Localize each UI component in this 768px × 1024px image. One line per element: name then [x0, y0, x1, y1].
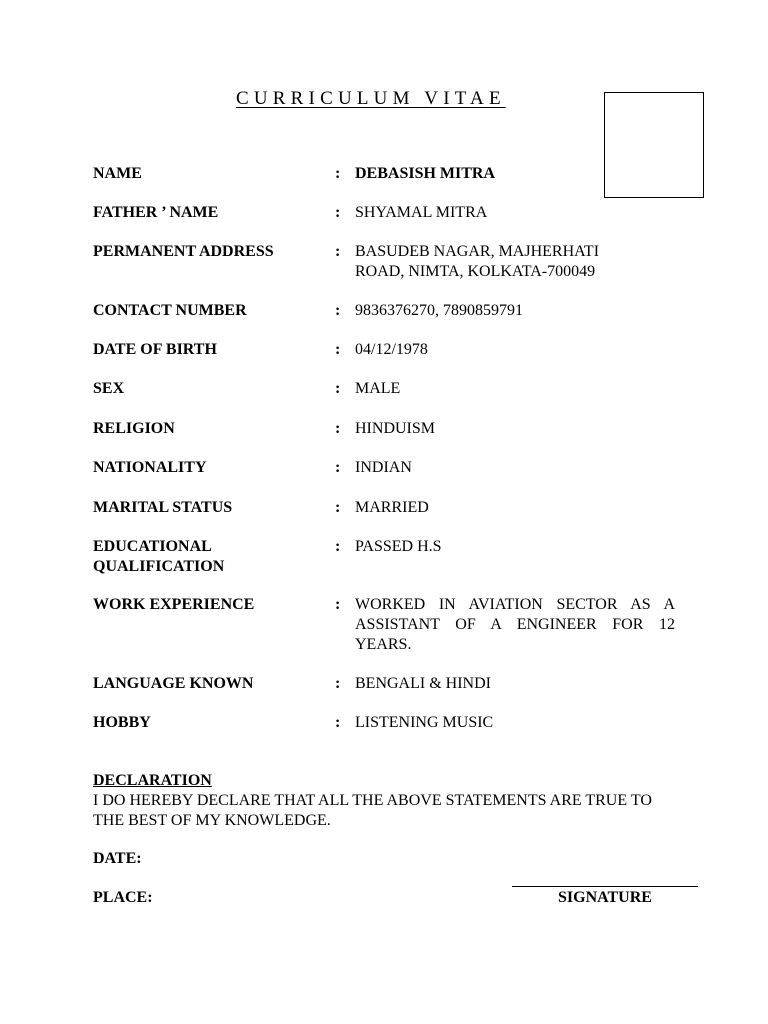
- field-label: HOBBY: [93, 714, 151, 731]
- signature-label: SIGNATURE: [558, 889, 652, 906]
- field-separator: :: [335, 380, 341, 397]
- field-value: BENGALI & HINDI: [355, 675, 491, 692]
- field-separator: :: [335, 499, 341, 516]
- field-separator: :: [335, 243, 341, 260]
- field-value: 9836376270, 7890859791: [355, 302, 523, 319]
- field-value: WORKED IN AVIATION SECTOR AS A ASSISTANT OF A ENGINEER FOR 12 YEARS.: [355, 596, 675, 653]
- field-separator: :: [335, 204, 341, 221]
- field-separator: :: [335, 596, 341, 613]
- field-separator: :: [335, 714, 341, 731]
- field-separator: :: [335, 459, 341, 476]
- date-label: DATE:: [93, 850, 142, 867]
- field-separator: :: [335, 420, 341, 437]
- field-label: MARITAL STATUS: [93, 499, 233, 516]
- field-value: MARRIED: [355, 499, 429, 516]
- field-value: INDIAN: [355, 459, 412, 476]
- field-value: BASUDEB NAGAR, MAJHERHATI ROAD, NIMTA, KOLKATA-700049: [355, 243, 600, 280]
- field-label: RELIGION: [93, 420, 175, 437]
- field-separator: :: [335, 538, 341, 555]
- field-label: NATIONALITY: [93, 459, 207, 476]
- field-value: PASSED H.S: [355, 538, 442, 555]
- declaration-heading: DECLARATION: [93, 772, 212, 789]
- field-separator: :: [335, 302, 341, 319]
- place-label: PLACE:: [93, 889, 153, 906]
- field-separator: :: [335, 341, 341, 358]
- field-label: PERMANENT ADDRESS: [93, 243, 274, 260]
- document-title: CURRICULUM VITAE: [236, 88, 506, 109]
- field-separator: :: [335, 165, 341, 182]
- field-label: EDUCATIONAL QUALIFICATION: [93, 538, 225, 575]
- field-label: CONTACT NUMBER: [93, 302, 247, 319]
- field-value: SHYAMAL MITRA: [355, 204, 488, 221]
- field-label: NAME: [93, 165, 142, 182]
- field-value: LISTENING MUSIC: [355, 714, 494, 731]
- field-separator: :: [335, 675, 341, 692]
- declaration-text: I DO HEREBY DECLARE THAT ALL THE ABOVE STATEMENTS ARE TRUE TO THE BEST OF MY KNOWLEDGE.: [93, 792, 652, 829]
- field-value: 04/12/1978: [355, 341, 428, 358]
- field-value: HINDUISM: [355, 420, 435, 437]
- field-label: WORK EXPERIENCE: [93, 596, 255, 613]
- field-value: MALE: [355, 380, 401, 397]
- field-label: DATE OF BIRTH: [93, 341, 217, 358]
- field-label: FATHER ’ NAME: [93, 204, 219, 221]
- field-label: LANGUAGE KNOWN: [93, 675, 254, 692]
- field-label: SEX: [93, 380, 125, 397]
- signature-line: [512, 886, 698, 887]
- field-value: DEBASISH MITRA: [355, 165, 496, 182]
